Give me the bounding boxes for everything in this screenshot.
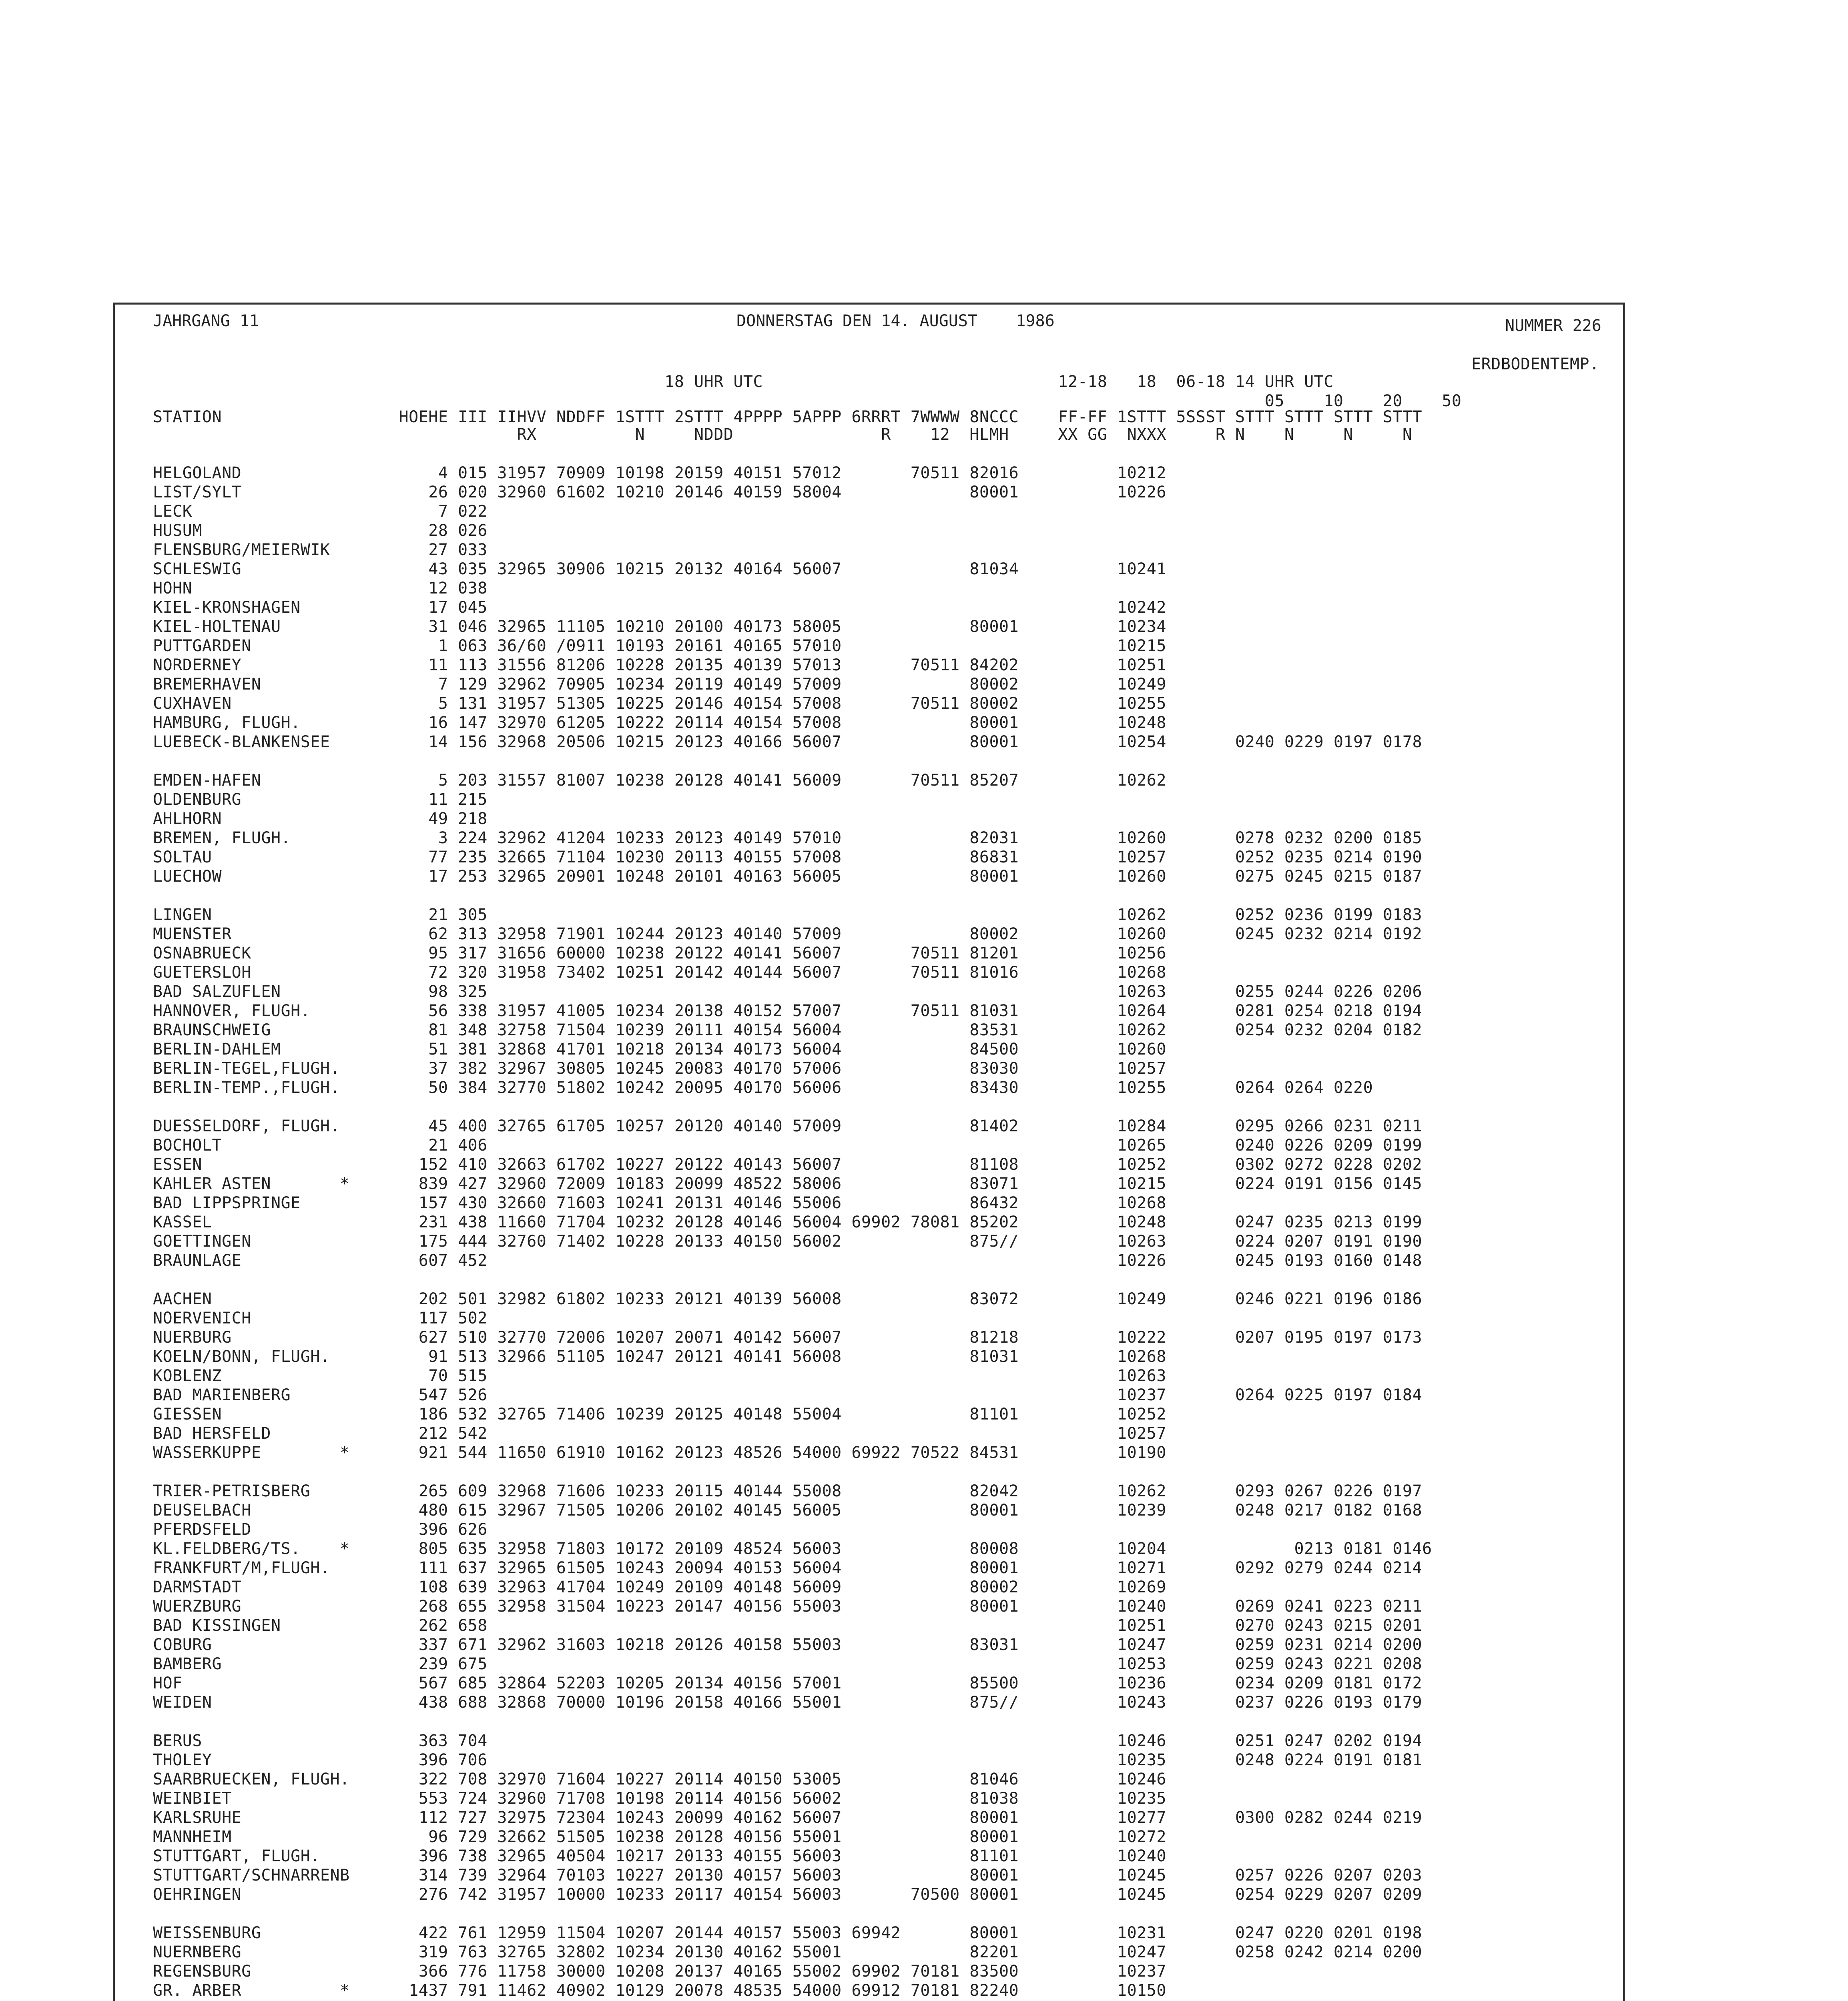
issue-number: NUMMER 226 (1505, 317, 1601, 335)
station-row: DARMSTADT 108 639 32963 41704 10249 20109 40148 56009 80002 10269 (153, 1578, 1166, 1596)
station-row: BAD SALZUFLEN 98 325 10263 0255 0244 0226 0206 (153, 982, 1423, 1001)
station-row: MUENSTER 62 313 32958 71901 10244 20123 40140 57009 80002 10260 0245 0232 0214 0192 (153, 925, 1423, 943)
station-row: LUEBECK-BLANKENSEE 14 156 32968 20506 10215 20123 40166 56007 80001 10254 0240 0229 0197 0178 (153, 733, 1423, 751)
station-row: EMDEN-HAFEN 5 203 31557 81007 10238 20128 40141 56009 70511 85207 10262 (153, 771, 1166, 790)
station-row: NOERVENICH 117 502 (153, 1309, 488, 1327)
station-row: KIEL-KRONSHAGEN 17 045 10242 (153, 598, 1166, 617)
station-row: BERUS 363 704 10246 0251 0247 0202 0194 (153, 1732, 1423, 1750)
station-row: OEHRINGEN 276 742 31957 10000 10233 20117 40154 56003 70500 80001 10245 0254 0229 0207 0209 (153, 1885, 1423, 1904)
jahrgang: JAHRGANG 11 (153, 312, 259, 330)
station-row: HOF 567 685 32864 52203 10205 20134 40156 57001 85500 10236 0234 0209 0181 0172 (153, 1674, 1423, 1692)
station-row: STUTTGART/SCHNARRENB 314 739 32964 70103 10227 20130 40157 56003 80001 10245 0257 0226 0207 0203 (153, 1866, 1423, 1885)
station-row: NUERBURG 627 510 32770 72006 10207 20071 40142 56007 81218 10222 0207 0195 0197 0173 (153, 1328, 1423, 1347)
column-header-line: 05 10 20 50 (153, 392, 1462, 410)
station-row: BERLIN-DAHLEM 51 381 32868 41701 10218 20134 40173 56004 84500 10260 (153, 1040, 1166, 1059)
station-row: ESSEN 152 410 32663 61702 10227 20122 40143 56007 81108 10252 0302 0272 0228 0202 (153, 1155, 1423, 1174)
station-row: BAD KISSINGEN 262 658 10251 0270 0243 0215 0201 (153, 1616, 1423, 1635)
station-row: NUERNBERG 319 763 32765 32802 10234 20130 40162 55001 82201 10247 0258 0242 0214 0200 (153, 1943, 1423, 1961)
station-row: BAD HERSFELD 212 542 10257 (153, 1424, 1166, 1443)
station-row: GOETTINGEN 175 444 32760 71402 10228 20133 40150 56002 875// 10263 0224 0207 0191 0190 (153, 1232, 1423, 1251)
station-row: DEUSELBACH 480 615 32967 71505 10206 20102 40145 56005 80001 10239 0248 0217 0182 0168 (153, 1501, 1423, 1520)
station-row: BREMERHAVEN 7 129 32962 70905 10234 20119 40149 57009 80002 10249 (153, 675, 1166, 694)
station-row: GUETERSLOH 72 320 31958 73402 10251 20142 40144 56007 70511 81016 10268 (153, 963, 1166, 982)
station-row: FLENSBURG/MEIERWIK 27 033 (153, 541, 488, 559)
station-row: HUSUM 28 026 (153, 521, 488, 540)
station-row: GIESSEN 186 532 32765 71406 10239 20125 40148 55004 81101 10252 (153, 1405, 1166, 1424)
station-row: WASSERKUPPE * 921 544 11650 61910 10162 20123 48526 54000 69922 70522 84531 10190 (153, 1444, 1166, 1462)
column-header-line: RX N NDDD R 12 HLMH XX GG NXXX R N N N N (153, 425, 1413, 444)
station-row: SCHLESWIG 43 035 32965 30906 10215 20132 40164 56007 81034 10241 (153, 560, 1166, 578)
station-row: WEINBIET 553 724 32960 71708 10198 20114 40156 56002 81038 10235 (153, 1789, 1166, 1808)
station-row: WUERZBURG 268 655 32958 31504 10223 20147 40156 55003 80001 10240 0269 0241 0223 0211 (153, 1597, 1423, 1616)
station-row: KOBLENZ 70 515 10263 (153, 1367, 1166, 1385)
station-row: NORDERNEY 11 113 31556 81206 10228 20135 40139 57013 70511 84202 10251 (153, 656, 1166, 674)
station-row: BAD LIPPSPRINGE 157 430 32660 71603 10241 20131 40146 55006 86432 10268 (153, 1194, 1166, 1212)
report-date: DONNERSTAG DEN 14. AUGUST 1986 (736, 312, 1055, 330)
station-row: HOHN 12 038 (153, 579, 488, 597)
station-row: REGENSBURG 366 776 11758 30000 10208 20137 40165 55002 69902 70181 83500 10237 (153, 1962, 1166, 1981)
column-header-line: STATION HOEHE III IIHVV NDDFF 1STTT 2STTT 4PPPP 5APPP 6RRRT 7WWWW 8NCCC FF-FF 1STTT 5SSST STTT STTT STTT STTT (153, 408, 1423, 426)
station-row: MANNHEIM 96 729 32662 51505 10238 20128 40156 55001 80001 10272 (153, 1828, 1166, 1846)
station-row: TRIER-PETRISBERG 265 609 32968 71606 10233 20115 40144 55008 82042 10262 0293 0267 0226 0197 (153, 1482, 1423, 1500)
station-row: DUESSELDORF, FLUGH. 45 400 32765 61705 10257 20120 40140 57009 81402 10284 0295 0266 0231 0211 (153, 1117, 1423, 1135)
station-row: LIST/SYLT 26 020 32960 61602 10210 20146 40159 58004 80001 10226 (153, 483, 1166, 501)
station-row: BERLIN-TEMP.,FLUGH. 50 384 32770 51802 10242 20095 40170 56006 83430 10255 0264 0264 0220 (153, 1079, 1373, 1097)
station-row: KL.FELDBERG/TS. * 805 635 32958 71803 10172 20109 48524 56003 80008 10204 0213 0181 0146 (153, 1540, 1432, 1558)
station-row: STUTTGART, FLUGH. 396 738 32965 40504 10217 20133 40155 56003 81101 10240 (153, 1847, 1166, 1865)
column-header-line: 18 UHR UTC 12-18 18 06-18 14 UHR UTC (153, 373, 1334, 391)
station-row: HAMBURG, FLUGH. 16 147 32970 61205 10222 20114 40154 57008 80001 10248 (153, 714, 1166, 732)
station-row: LECK 7 022 (153, 502, 488, 521)
station-row: BOCHOLT 21 406 10265 0240 0226 0209 0199 (153, 1136, 1423, 1155)
column-header-line: ERDBODENTEMP. (153, 355, 1599, 373)
station-row: OSNABRUECK 95 317 31656 60000 10238 20122 40141 56007 70511 81201 10256 (153, 944, 1166, 962)
station-row: HELGOLAND 4 015 31957 70909 10198 20159 40151 57012 70511 82016 10212 (153, 464, 1166, 482)
station-row: PUTTGARDEN 1 063 36/60 /0911 10193 20161 40165 57010 10215 (153, 637, 1166, 655)
station-row: BERLIN-TEGEL,FLUGH. 37 382 32967 30805 10245 20083 40170 57006 83030 10257 (153, 1059, 1166, 1078)
station-row: WEIDEN 438 688 32868 70000 10196 20158 40166 55001 875// 10243 0237 0226 0193 0179 (153, 1693, 1423, 1712)
station-row: SOLTAU 77 235 32665 71104 10230 20113 40155 57008 86831 10257 0252 0235 0214 0190 (153, 848, 1423, 866)
station-row: KASSEL 231 438 11660 71704 10232 20128 40146 56004 69902 78081 85202 10248 0247 0235 0213 0199 (153, 1213, 1423, 1231)
station-row: GR. ARBER * 1437 791 11462 40902 10129 20078 48535 54000 69912 70181 82240 10150 (153, 1981, 1166, 2000)
station-row: WEISSENBURG 422 761 12959 11504 10207 20144 40157 55003 69942 80001 10231 0247 0220 0201 0198 (153, 1924, 1423, 1942)
station-row: AACHEN 202 501 32982 61802 10233 20121 40139 56008 83072 10249 0246 0221 0196 0186 (153, 1290, 1423, 1308)
station-row: KIEL-HOLTENAU 31 046 32965 11105 10210 20100 40173 58005 80001 10234 (153, 618, 1166, 636)
station-row: BAD MARIENBERG 547 526 10237 0264 0225 0197 0184 (153, 1386, 1423, 1404)
station-row: BREMEN, FLUGH. 3 224 32962 41204 10233 20123 40149 57010 82031 10260 0278 0232 0200 0185 (153, 829, 1423, 847)
station-row: KAHLER ASTEN * 839 427 32960 72009 10183 20099 48522 58006 83071 10215 0224 0191 0156 0145 (153, 1175, 1423, 1193)
station-row: HANNOVER, FLUGH. 56 338 31957 41005 10234 20138 40152 57007 70511 81031 10264 0281 0254 0218 0194 (153, 1002, 1423, 1020)
station-row: KOELN/BONN, FLUGH. 91 513 32966 51105 10247 20121 40141 56008 81031 10268 (153, 1347, 1166, 1366)
station-row: BRAUNLAGE 607 452 10226 0245 0193 0160 0148 (153, 1251, 1423, 1270)
station-row: BRAUNSCHWEIG 81 348 32758 71504 10239 20111 40154 56004 83531 10262 0254 0232 0204 0182 (153, 1021, 1423, 1039)
station-row: SAARBRUECKEN, FLUGH. 322 708 32970 71604 10227 20114 40150 53005 81046 10246 (153, 1770, 1166, 1788)
station-row: LINGEN 21 305 10262 0252 0236 0199 0183 (153, 906, 1423, 924)
station-row: LUECHOW 17 253 32965 20901 10248 20101 40163 56005 80001 10260 0275 0245 0215 0187 (153, 867, 1423, 886)
station-row: THOLEY 396 706 10235 0248 0224 0191 0181 (153, 1751, 1423, 1769)
station-row: BAMBERG 239 675 10253 0259 0243 0221 0208 (153, 1655, 1423, 1673)
station-row: PFERDSFELD 396 626 (153, 1520, 488, 1539)
station-row: KARLSRUHE 112 727 32975 72304 10243 20099 40162 56007 80001 10277 0300 0282 0244 0219 (153, 1809, 1423, 1827)
station-row: FRANKFURT/M,FLUGH. 111 637 32965 61505 10243 20094 40153 56004 80001 10271 0292 0279 0244 0214 (153, 1559, 1423, 1577)
station-row: OLDENBURG 11 215 (153, 790, 488, 809)
station-row: COBURG 337 671 32962 31603 10218 20126 40158 55003 83031 10247 0259 0231 0214 0200 (153, 1636, 1423, 1654)
station-row: CUXHAVEN 5 131 31957 51305 10225 20146 40154 57008 70511 80002 10255 (153, 694, 1166, 713)
station-row: AHLHORN 49 218 (153, 810, 488, 828)
